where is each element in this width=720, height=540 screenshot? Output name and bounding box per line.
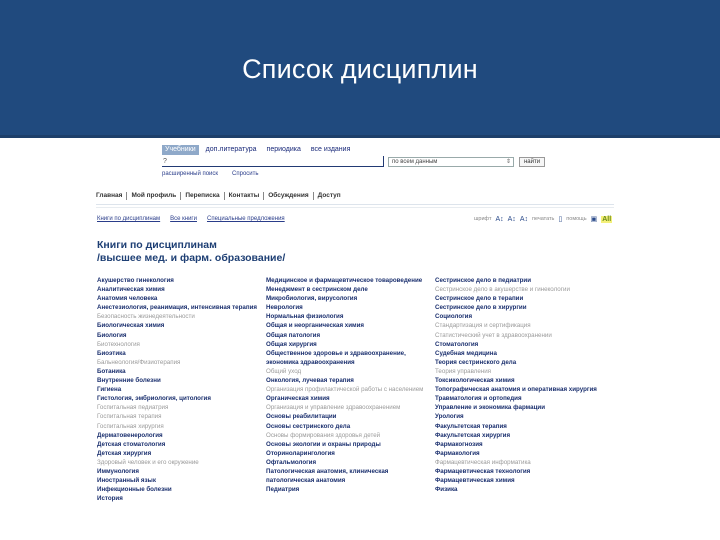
discipline-link[interactable]: Детская стоматология <box>97 440 166 448</box>
discipline-link[interactable]: Дерматовенерология <box>97 431 163 439</box>
discipline-link[interactable]: Онкология, лучевая терапия <box>266 377 354 385</box>
discipline-link[interactable]: Неврология <box>266 304 303 312</box>
discipline-link[interactable]: Патологическая анатомия, клиническая патологическая анатомия <box>266 467 389 485</box>
discipline-link[interactable]: Офтальмология <box>266 458 317 466</box>
discipline-link[interactable]: Инфекционные болезни <box>97 486 172 494</box>
font-large-icon[interactable]: A↕ <box>495 215 504 223</box>
discipline-link[interactable]: Гигиена <box>97 386 122 394</box>
discipline-link[interactable]: Стоматология <box>435 340 479 348</box>
discipline-link: Статистический учет в здравоохранении <box>435 331 552 339</box>
discipline-link[interactable]: Социология <box>435 313 473 321</box>
discipline-link: Бальнеология/Физиотерапия <box>97 358 181 366</box>
discipline-link[interactable]: Медицинское и фармацевтическое товароведение <box>266 277 423 284</box>
discipline-link[interactable]: Органическая химия <box>266 395 330 403</box>
discipline-link[interactable]: Акушерство гинекология <box>97 277 174 284</box>
discipline-column-1 <box>97 276 262 503</box>
discipline-link[interactable]: Микробиология, вирусология <box>266 295 358 303</box>
discipline-link: Госпитальная педиатрия <box>97 404 169 412</box>
discipline-link[interactable]: Анатомия человека <box>97 295 158 303</box>
slide-title: Список дисциплин <box>242 54 478 84</box>
discipline-link[interactable]: Детская хирургия <box>97 449 152 457</box>
advanced-search-link[interactable]: расширенный поиск <box>162 171 219 177</box>
discipline-link[interactable]: История <box>97 495 123 503</box>
slide-header <box>0 0 720 138</box>
discipline-link[interactable]: Биология <box>97 331 127 339</box>
breadcrumb-special-offers[interactable]: Специальные предложения <box>206 216 285 222</box>
discipline-link: Теория управления <box>435 367 492 375</box>
discipline-link[interactable]: Педиатрия <box>266 486 300 494</box>
discipline-link[interactable]: Фармацевтическая химия <box>435 477 515 485</box>
nav-access[interactable]: Доступ <box>317 192 341 199</box>
help-label[interactable]: помощь <box>566 216 587 222</box>
discipline-link: Здоровый человек и его окружение <box>97 458 199 466</box>
discipline-link[interactable]: Сестринское дело в хирургии <box>435 304 527 312</box>
discipline-link[interactable]: Аналитическая химия <box>97 286 165 294</box>
tab-periodicals[interactable]: периодика <box>266 146 301 153</box>
discipline-link: Сестринское дело в акушерстве и гинекологии <box>435 286 570 294</box>
discipline-link: Общий уход <box>266 367 302 375</box>
search-input[interactable] <box>162 156 384 167</box>
discipline-link[interactable]: Токсикологическая химия <box>435 377 515 385</box>
discipline-link[interactable]: Сестринское дело в педиатрии <box>435 277 532 284</box>
nav-divider <box>96 204 614 208</box>
discipline-link: Безопасность жизнедеятельности <box>97 313 195 321</box>
discipline-link[interactable]: Нормальная физиология <box>266 313 344 321</box>
main-nav <box>96 192 345 200</box>
search-submit-button[interactable]: найти <box>519 157 545 167</box>
discipline-column-2 <box>266 276 426 494</box>
discipline-link[interactable]: Менеджмент в сестринском деле <box>266 286 368 294</box>
discipline-link[interactable]: Судебная медицина <box>435 349 497 357</box>
page-tools <box>474 215 612 223</box>
discipline-link[interactable]: Общая хирургия <box>266 340 317 348</box>
discipline-link: Госпитальная терапия <box>97 413 162 421</box>
font-label: шрифт <box>474 216 492 222</box>
tab-extra-literature[interactable]: доп.литература <box>205 146 257 153</box>
discipline-link: Госпитальная хирургия <box>97 422 164 430</box>
search-scope-value: по всем данным <box>392 159 438 165</box>
discipline-link: Организация профилактической работы с населением <box>266 386 424 394</box>
discipline-link[interactable]: Биологическая химия <box>97 322 165 330</box>
ask-link[interactable]: Спросить <box>232 171 259 177</box>
select-arrows-icon: ⇕ <box>505 159 511 165</box>
tab-all-editions[interactable]: все издания <box>310 146 351 153</box>
discipline-link: Стандартизация и сертификация <box>435 322 531 330</box>
discipline-link: Фармацевтическая информатика <box>435 458 531 466</box>
discipline-link[interactable]: Гистология, эмбриология, цитология <box>97 395 211 403</box>
discipline-link[interactable]: Топографическая анатомия и оперативная хирургия <box>435 386 597 394</box>
search-scope-select[interactable] <box>388 157 514 167</box>
breadcrumb <box>97 216 285 222</box>
tab-textbooks[interactable]: Учебники <box>162 145 199 155</box>
discipline-link[interactable]: Оториноларингология <box>266 449 335 457</box>
breadcrumb-all-books[interactable]: Все книги <box>170 216 197 222</box>
print-label[interactable]: печатать <box>531 216 555 222</box>
nav-profile[interactable]: Мой профиль <box>127 192 181 200</box>
discipline-link[interactable]: Основы сестринского дела <box>266 422 351 430</box>
discipline-link[interactable]: Общая и неорганическая химия <box>266 322 365 330</box>
discipline-link[interactable]: Иностранный язык <box>97 477 156 485</box>
font-small-icon[interactable]: A↕ <box>519 215 528 223</box>
discipline-link[interactable]: Теория сестринского дела <box>435 358 517 366</box>
discipline-link: Организация и управление здравоохранением <box>266 404 401 412</box>
discipline-link[interactable]: Травматология и ортопедия <box>435 395 522 403</box>
discipline-link[interactable]: Общая патология <box>266 331 321 339</box>
discipline-link[interactable]: Биоэтика <box>97 349 126 357</box>
nav-contacts[interactable]: Контакты <box>225 192 265 200</box>
breadcrumb-books-by-discipline[interactable]: Книги по дисциплинам <box>97 216 161 222</box>
search-links <box>162 171 259 177</box>
discipline-link[interactable]: Основы экологии и охраны природы <box>266 440 381 448</box>
discipline-column-3 <box>435 276 603 494</box>
discipline-link[interactable]: Основы реабилитации <box>266 413 337 421</box>
discipline-link[interactable]: Фармацевтическая технология <box>435 467 531 475</box>
discipline-link[interactable]: Анестезиология, реанимация, интенсивная терапия <box>97 304 257 312</box>
discipline-link[interactable]: Факультетская хирургия <box>435 431 511 439</box>
print-icon[interactable]: ▯ <box>558 216 563 223</box>
discipline-link[interactable]: Фармакология <box>435 449 480 457</box>
help-icon[interactable]: ▣ <box>590 216 598 223</box>
discipline-link[interactable]: Внутренние болезни <box>97 377 161 385</box>
discipline-link[interactable]: Фармакогнозия <box>435 440 483 448</box>
discipline-link[interactable]: Факультетская терапия <box>435 422 507 430</box>
search-tabs <box>162 145 353 155</box>
discipline-link[interactable]: Сестринское дело в терапии <box>435 295 524 303</box>
discipline-link: Основы формирования здоровья детей <box>266 431 381 439</box>
nav-messages[interactable]: Переписка <box>181 192 224 200</box>
all-button[interactable]: All <box>602 215 612 223</box>
nav-discussions[interactable]: Обсуждения <box>264 192 313 200</box>
nav-home[interactable]: Главная <box>96 192 127 200</box>
discipline-link[interactable]: Физика <box>435 486 458 494</box>
font-medium-icon[interactable]: A↕ <box>507 215 516 223</box>
page-heading <box>97 239 285 265</box>
heading-line-2: /высшее мед. и фарм. образование/ <box>97 252 286 264</box>
discipline-link[interactable]: Ботаника <box>97 367 126 375</box>
discipline-link[interactable]: Управление и экономика фармации <box>435 404 545 412</box>
discipline-link: Биотехнология <box>97 340 140 348</box>
heading-line-1: Книги по дисциплинам <box>97 239 217 251</box>
web-page-screenshot <box>0 141 720 540</box>
discipline-link[interactable]: Общественное здоровье и здравоохранение, экономика здравоохранения <box>266 349 406 366</box>
discipline-link[interactable]: Иммунология <box>97 467 139 475</box>
discipline-link[interactable]: Урология <box>435 413 464 421</box>
